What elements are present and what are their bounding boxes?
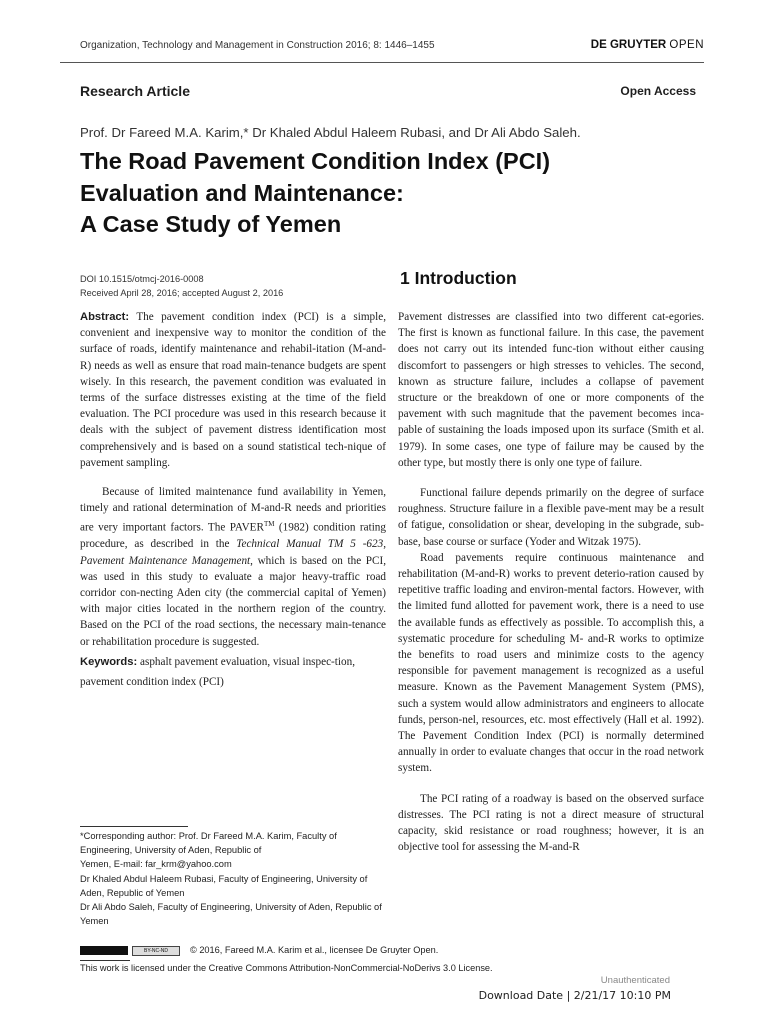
doi[interactable]: DOI 10.1515/otmcj-2016-0008 bbox=[80, 274, 204, 284]
trademark-sup: TM bbox=[263, 520, 275, 529]
cc-license-icon[interactable]: BY-NC-ND bbox=[132, 946, 180, 956]
manual-subtitle: Pavement Maintenance Management bbox=[80, 554, 251, 567]
author-list: Prof. Dr Fareed M.A. Karim,* Dr Khaled Abdul Haleem Rubasi, and Dr Ali Abdo Saleh. bbox=[80, 125, 581, 140]
license-underline bbox=[80, 960, 130, 961]
footnote-author-2: Dr Khaled Abdul Haleem Rubasi, Faculty of Engineering, University of Aden, Republic of Yemen bbox=[80, 873, 368, 898]
abstract-text: (1982) condition rating procedure, as described in the bbox=[80, 522, 386, 551]
license-black-bar bbox=[80, 946, 128, 955]
copyright-notice: © 2016, Fareed M.A. Karim et al., licensee De Gruyter Open. bbox=[190, 945, 439, 955]
abstract-text: Because of limited maintenance fund availability in Yemen, timely and rational determination of M-and-R needs and priorities are very important factors. The PAVER bbox=[80, 486, 386, 535]
open-access-label: Open Access bbox=[620, 84, 696, 98]
article-meta bbox=[80, 272, 283, 300]
abstract-text: The pavement condition index (PCI) is a simple, convenient and inexpensive way to monitor the condition of the surface of roads, identify maintenance and rehabil-itation (M-and-R) needs as well as ensure that road main-tenance budgets are spent wisely. In this research, the pavement condition was evaluated in terms of the surface distresses existing at the time of the field evaluation. The PCI procedure was used in this research because it deals with the subject of pavement distress identification most comprehensively and is based on a sound statistical tech-nique of pavement sampling. bbox=[80, 311, 386, 469]
footnote-email[interactable]: Yemen, E-mail: far_krm@yahoo.com bbox=[80, 859, 232, 870]
received-dates: Received April 28, 2016; accepted August 2, 2016 bbox=[80, 288, 284, 298]
intro-paragraph-2: Functional failure depends primarily on the degree of surface roughness. Structure failure in a flexible pave-ment may be a result of fatigue, consolidation or shear, developing in the subgrade, sub-base, base course or surface (Yoder and Witzak 1975). bbox=[398, 487, 704, 548]
abstract-text: , which is based on the PCI, was used in this study to evaluate a major heavy-traffic road corridor con-necting Aden city (the commercial capital of Yemen) with major cities located in the northern region of the country. Based on the PCI of the road sections, the necessary main-tenance or rehabilitation procedure is suggested. bbox=[80, 554, 386, 648]
publisher-name: DE GRUYTER bbox=[590, 39, 667, 51]
right-column bbox=[398, 309, 704, 856]
keywords-paragraph bbox=[80, 652, 386, 692]
footnote-rule bbox=[80, 826, 188, 827]
section-heading-introduction: 1 Introduction bbox=[400, 268, 517, 288]
license-text: This work is licensed under the Creative Commons Attribution-NonCommercial-NoDerivs 3.0 License. bbox=[80, 963, 493, 973]
footnote-corresponding: *Corresponding author: Prof. Dr Fareed M.A. Karim, Faculty of Engineering, University of Aden, Republic of bbox=[80, 831, 337, 856]
journal-citation: Organization, Technology and Management in Construction 2016; 8: 1446–1455 bbox=[80, 40, 435, 51]
footnotes bbox=[80, 829, 390, 928]
header-rule bbox=[60, 62, 704, 63]
unauthenticated-watermark: Unauthenticated bbox=[600, 975, 670, 986]
left-column bbox=[80, 309, 386, 692]
article-title bbox=[80, 146, 720, 241]
keywords-text: asphalt pavement evaluation, visual inspec-tion, pavement condition index (PCI) bbox=[80, 655, 355, 688]
title-line: The Road Pavement Condition Index (PCI) bbox=[80, 148, 551, 174]
abstract-text: , bbox=[383, 538, 386, 551]
title-line: Evaluation and Maintenance: bbox=[80, 179, 404, 206]
intro-paragraph-4: The PCI rating of a roadway is based on the observed surface distresses. The PCI rating is not a direct measure of structural capacity, skid resistance or road roughness; however, it is an objective tool for assessing the M-and-R bbox=[398, 792, 704, 854]
download-date-watermark: Download Date | 2/21/17 10:10 PM bbox=[478, 989, 671, 1002]
abstract-paragraph bbox=[80, 309, 386, 471]
keywords-label: Keywords: bbox=[80, 655, 138, 668]
abstract-label: Abstract: bbox=[80, 311, 130, 323]
publisher-logo bbox=[591, 39, 704, 51]
intro-paragraph-1: Pavement distresses are classified into two different cat-egories. The first is known as functional failure. In this case, the pavement does not carry out its intended func-tion without either causing discomfort to passengers or high stresses to vehicles. The second, known as structure failure, includes a collapse of pavement structure or the breakdown of one or more components of the pavement with such magnitude that the pavement becomes inca-pable of sustaining the loads imposed upon its surface (Smith et al. 1979). In some cases, one type of failure may be caused by the other type, but mostly there is only one type of failure. bbox=[398, 311, 704, 469]
article-type: Research Article bbox=[80, 83, 190, 99]
abstract-paragraph-2 bbox=[80, 484, 386, 650]
title-line: A Case Study of Yemen bbox=[80, 211, 342, 237]
manual-title: Technical Manual TM 5 -623 bbox=[236, 538, 384, 551]
publisher-open: OPEN bbox=[669, 39, 704, 51]
intro-paragraph-3: Road pavements require continuous maintenance and rehabilitation (M-and-R) works to prevent deterio-ration caused by repetitive traffic loading and environ-mental factors. However, with the limited fund allotted for pavement work, there is a need to use the available funds as effectively as possible. To accomplish this, a systematic procedure for scheduling M- and-R works to optimize the benefits to road users and minimize costs to the agency responsible for pavement management is recognized as a useful measure. Known as the Pavement Management System (PMS), such a system would allow administrators and engineers to allocate funds, person-nel, resources, etc. most effectively (Hall et al. 1992). The Pavement Condition Index (PCI) is normally determined annually in order to evaluate changes that occur in the road network system. bbox=[398, 551, 704, 775]
footnote-author-3: Dr Ali Abdo Saleh, Faculty of Engineering, University of Aden, Republic of Yemen bbox=[80, 902, 382, 927]
license-badge-bar[interactable] bbox=[80, 946, 190, 955]
